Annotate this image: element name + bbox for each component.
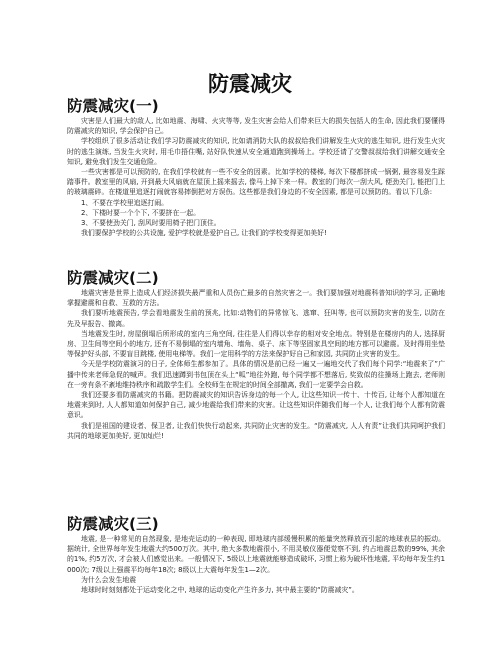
subheading: 为什么会发生地震 [81,575,137,584]
paragraph: 我们还要多看防震减灾的书籍。把防震减灾的知识告诉身边的每一个人, 让这些知识一传十、十传百, 让每个人都知道在地震来到时, 人人都知道如何保护自己, 减少地震给我们带来的灾害。让这些知识伴随我们每一个人, 让我们每个人都有防震意识。 [67,391,445,420]
section-2 [67,269,445,441]
paragraph: 地震灾害是世界上造成人们经济损失最严重和人员伤亡最多的自然灾害之一。我们要加强对地震科普知识的学习, 正确地掌握避震和自救、互救的方法。 [67,289,445,308]
section-1 [67,97,445,238]
section-3 [67,515,445,595]
section-heading: 防震减灾(三) [67,515,159,533]
paragraph: 地震, 是一种常见的自然现象, 是地壳运动的一种表现, 即地球内部缓慢积累的能量突然释放而引起的地球表层的振动。据统计, 全世界每年发生地震大约500万次。其中, 绝大多数地震很小, 不用灵敏仪器便觉察不到, 约占地震总数的99%, 其余的1%, 约5万次, 才会被人们感觉出来。一般情况下, 5级以上地震就能够造成破坏, 习惯上称为破坏性地震, 平均每年发生约1000次; 7级以上强震平均每年18次; 8级以上大震每年发生1—2次。 [67,535,445,574]
paragraph: 我们要保护学校的公共设施, 爱护学校就是爱护自己, 让我们的学校变得更加美好! [81,229,327,238]
document-title: 防震减灾 [208,72,292,96]
list-item: 3、不要使劲关门, 刮风时要用椅子把门顶住。 [81,219,221,228]
section-heading: 防震减灾(二) [67,269,159,287]
paragraph: 今天是学校防震演习的日子, 全体师生都参加了。具体的情况是前已经一遍又一遍地交代了我们每个同学:“地震来了”广播中传来老师急促的喊声。我们迅速蹲到书包顶在头上“呱”地往外跑, 每个同学都不想落后, 奖致似的往操场上跑去, 老师则在一旁有条不紊地维持秩序和疏散学生们。全校师生在规定的时间全部撤离, 我们一定要学会自救。 [67,360,445,389]
paragraph: 当地震发生时, 房屋倒塌后所形成的室内三角空间, 往往是人们得以幸存的相对安全地点。特别是在楼房内的人, 选择厨房、卫生间等空间小的地方, 还有不易倒塌的室内墙角、墙角、桌子、床下等坚固家具空间的地方都可以避震。及时得用坐垫等保护好头部, 不要盲目跳楼, 使用电梯等。我们一定用科学的方法来保护好自己和家园, 共同防止灾害的发生。 [67,329,445,359]
list-item: 2、下楼时要一个个下, 不要挤在一起。 [81,208,201,217]
section-heading: 防震减灾(一) [67,97,159,115]
paragraph: 学校组织了很多活动让我们学习防震减灾的知识, 比如请消防大队的叔叔给我们讲解发生火灾的逃生知识, 进行发生火灾时的逃生演练, 当发生火灾时, 用毛巾捂住嘴, 站好队快速从安全通道跑到操场上。学校还请了交警叔叔给我们讲解交通安全知识, 避免我们发生交通危险。 [67,137,445,166]
paragraph: 我们是祖国的建设者、保卫者, 让我们快快行动起来, 共同防止灾害的发生。“防震减灾, 人人有责”让我们共同呵护我们共同的地球更加美好, 更加灿烂! [67,421,445,440]
paragraph: 地球时时刻刻都处于运动变化之中, 地球的运动变化产生许多力, 其中最主要的“防震减灾”。 [81,586,359,595]
paragraph: 一些灾害都是可以预防的, 在我们学校就有一些不安全的因素。比如学校的楼梯, 每次下楼都挤成一锅粥, 最容易发生踩踏事件。教室里的风扇, 开到最大风扇就在屋顶上摇来摇去, 像马上掉下来一样。教室的门每次一刮大风, 便劲关门, 能把门上的玻璃震碎。在楼道里追逐打闹就容易摔倒把对方误伤。这些都是我们身边的不安全因素, 都是可以预防的。看以下几条: [67,168,445,197]
list-item: 1、不要在学校里追逐打闹。 [81,198,169,207]
paragraph: 灾害是人们最大的敌人, 比如地震、海啸、火灾等等, 发生灾害会给人们带来巨大的损失包括人的生命, 因此我们要懂得防震减灾的知识, 学会保护自己。 [67,117,445,136]
paragraph: 我们要听地震预告, 学会看地震发生前的预兆, 比如:动物们的异常惊飞、逃窜、狂叫等, 也可以预防灾害的发生, 以防在先及早报告、撤离。 [67,309,445,328]
